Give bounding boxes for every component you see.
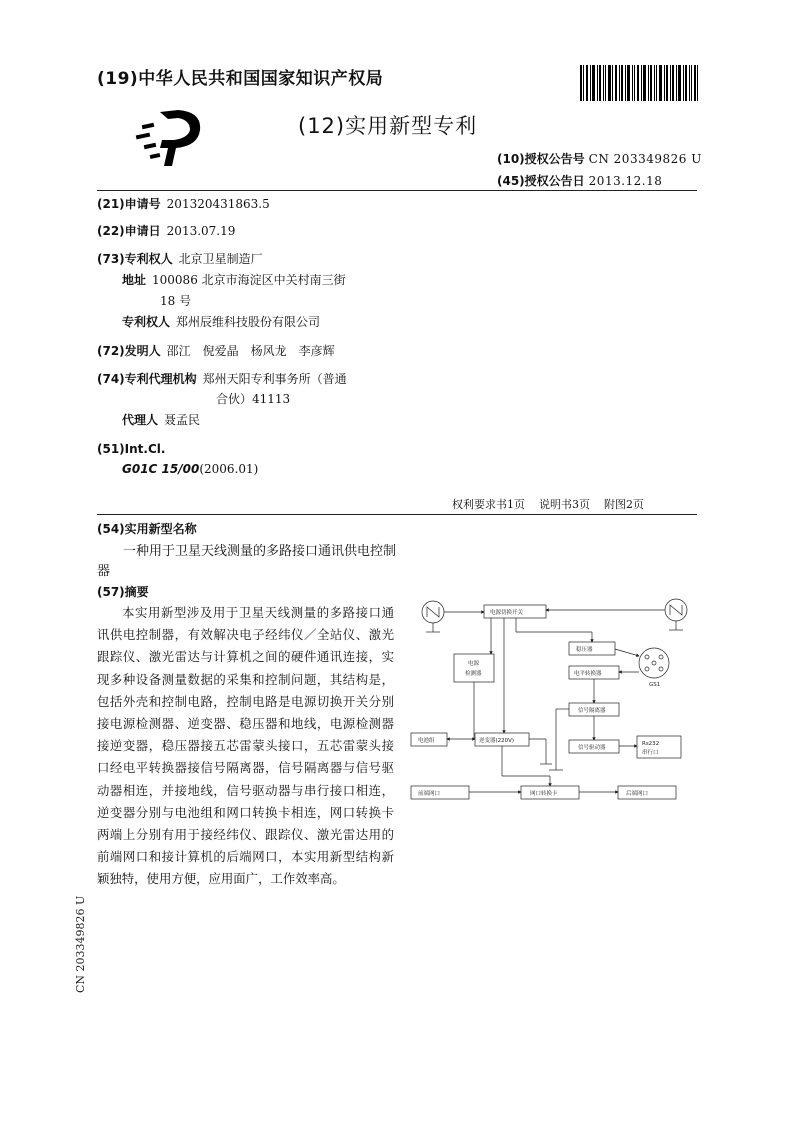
agency-label: (74)专利代理机构 [97,372,197,386]
five-pin-connector-icon [639,648,669,678]
patentee-row [97,249,263,270]
patentee2-label: 专利权人 [122,315,171,329]
ipc-version: (2006.01) [199,462,259,476]
label-rear-port: 后端网口 [626,791,649,797]
barcode [580,65,698,101]
publication-date: 2013.12.18 [588,174,663,188]
application-number-label: (21)申请号 [97,197,161,211]
publication-date-label: (45)授权公告日 [497,174,585,188]
abstract-text: 本实用新型涉及用于卫星天线测量的多路接口通讯供电控制器，有效解决电子经纬仪／全站仪、激光跟踪仪、激光雷达与计算机之间的硬件通讯连接，实现多种设备测量数据的采集和控制问题，其结构是，包括外壳和控制电路，控制电路是电源切换开关分别接电源检测器、逆变器、稳压器和地线，电源检测器接逆变器，稳压器接五芯雷蒙头接口，五芯雷蒙头接口经电平转换器接信号隔离器，信号隔离器与信号驱动器相连，并接地线，信号驱动器与串行接口相连，逆变器分别与电池组和网口转换卡相连，网口转换卡两端上分别有用于接经纬仪、跟踪仪、激光雷达用的前端网口和接计算机的后端网口，本实用新型结构新颖独特，使用方便，应用面广，工作效率高。 [97,605,394,887]
patentee2: 郑州辰维科技股份有限公司 [176,315,321,329]
address-line2: 18 号 [160,294,192,308]
side-publication-number [72,885,88,995]
address-label: 地址 [122,273,147,287]
label-net-card: 网口转换卡 [530,791,558,797]
power-detector-box [454,654,494,682]
agent-label: 代理人 [122,413,159,427]
label-level-converter: 电平转换器 [574,671,602,677]
label-power-switch: 电源切换开关 [490,610,524,616]
agent: 聂孟民 [164,413,201,427]
ipc-label [97,439,165,460]
agency-line1: 郑州天阳专利事务所（普通 [202,372,347,386]
label-signal-isolator: 信号隔离器 [578,708,606,714]
block-diagram [406,596,706,816]
publication-number-row [497,150,702,167]
claims-pages: 权利要求书1页 [452,498,525,511]
label-signal-driver: 信号驱动器 [578,745,606,751]
label-front-port: 前端网口 [418,791,441,797]
label-power-detector-2: 检测器 [465,671,482,677]
agent-row [122,410,200,431]
inventors-row [97,341,335,362]
label-battery: 电池组 [418,738,435,744]
label-connector: GS1 [649,682,661,688]
page-counts [452,496,658,512]
publication-number-label: (10)授权公告号 [497,152,585,166]
application-date-row [97,221,235,242]
address-line1: 100086 北京市海淀区中关村南三街 [152,273,346,287]
office-name: (19)中华人民共和国国家知识产权局 [97,69,384,89]
application-date-label: (22)申请日 [97,224,161,238]
ipc-row [122,459,258,480]
label-rs232-1: Rs232 [642,741,660,747]
publication-number: CN 203349826 U [588,152,702,166]
agency-line2: 合伙）41113 [216,392,291,406]
address-row [122,270,346,291]
header-rule [97,190,697,191]
application-date: 2013.07.19 [166,224,236,238]
agency-row [97,369,347,390]
ipc-label-text: (51)Int.Cl. [97,442,166,456]
utility-model-title: 一种用于卫星天线测量的多路接口通讯供电控制器 [97,544,397,579]
abstract-label: (57)摘要 [97,585,149,599]
drawings-pages: 附图2页 [604,498,644,511]
label-inverter: 逆变器(220V) [479,738,515,744]
document-type: (12)实用新型专利 [298,114,478,138]
section-rule [97,514,697,515]
application-number: 201320431863.5 [166,197,270,211]
inventors: 邵江 倪爱晶 杨风龙 李彦辉 [166,344,335,358]
sipo-logo [130,106,210,168]
patentee: 北京卫星制造厂 [178,252,263,266]
description-pages: 说明书3页 [539,498,590,511]
label-rs232-2: 串行口 [642,750,659,756]
patentee2-row [122,312,320,333]
side-number-text: CN 203349826 U [74,895,87,993]
title-label: (54)实用新型名称 [97,522,197,536]
ipc-code: G01C 15/00 [122,462,200,476]
publication-date-row [497,172,662,189]
patentee-label: (73)专利权人 [97,252,173,266]
application-number-row [97,194,270,215]
label-regulator: 稳压器 [576,647,593,653]
inventors-label: (72)发明人 [97,344,161,358]
label-power-detector-1: 电源 [468,661,480,667]
